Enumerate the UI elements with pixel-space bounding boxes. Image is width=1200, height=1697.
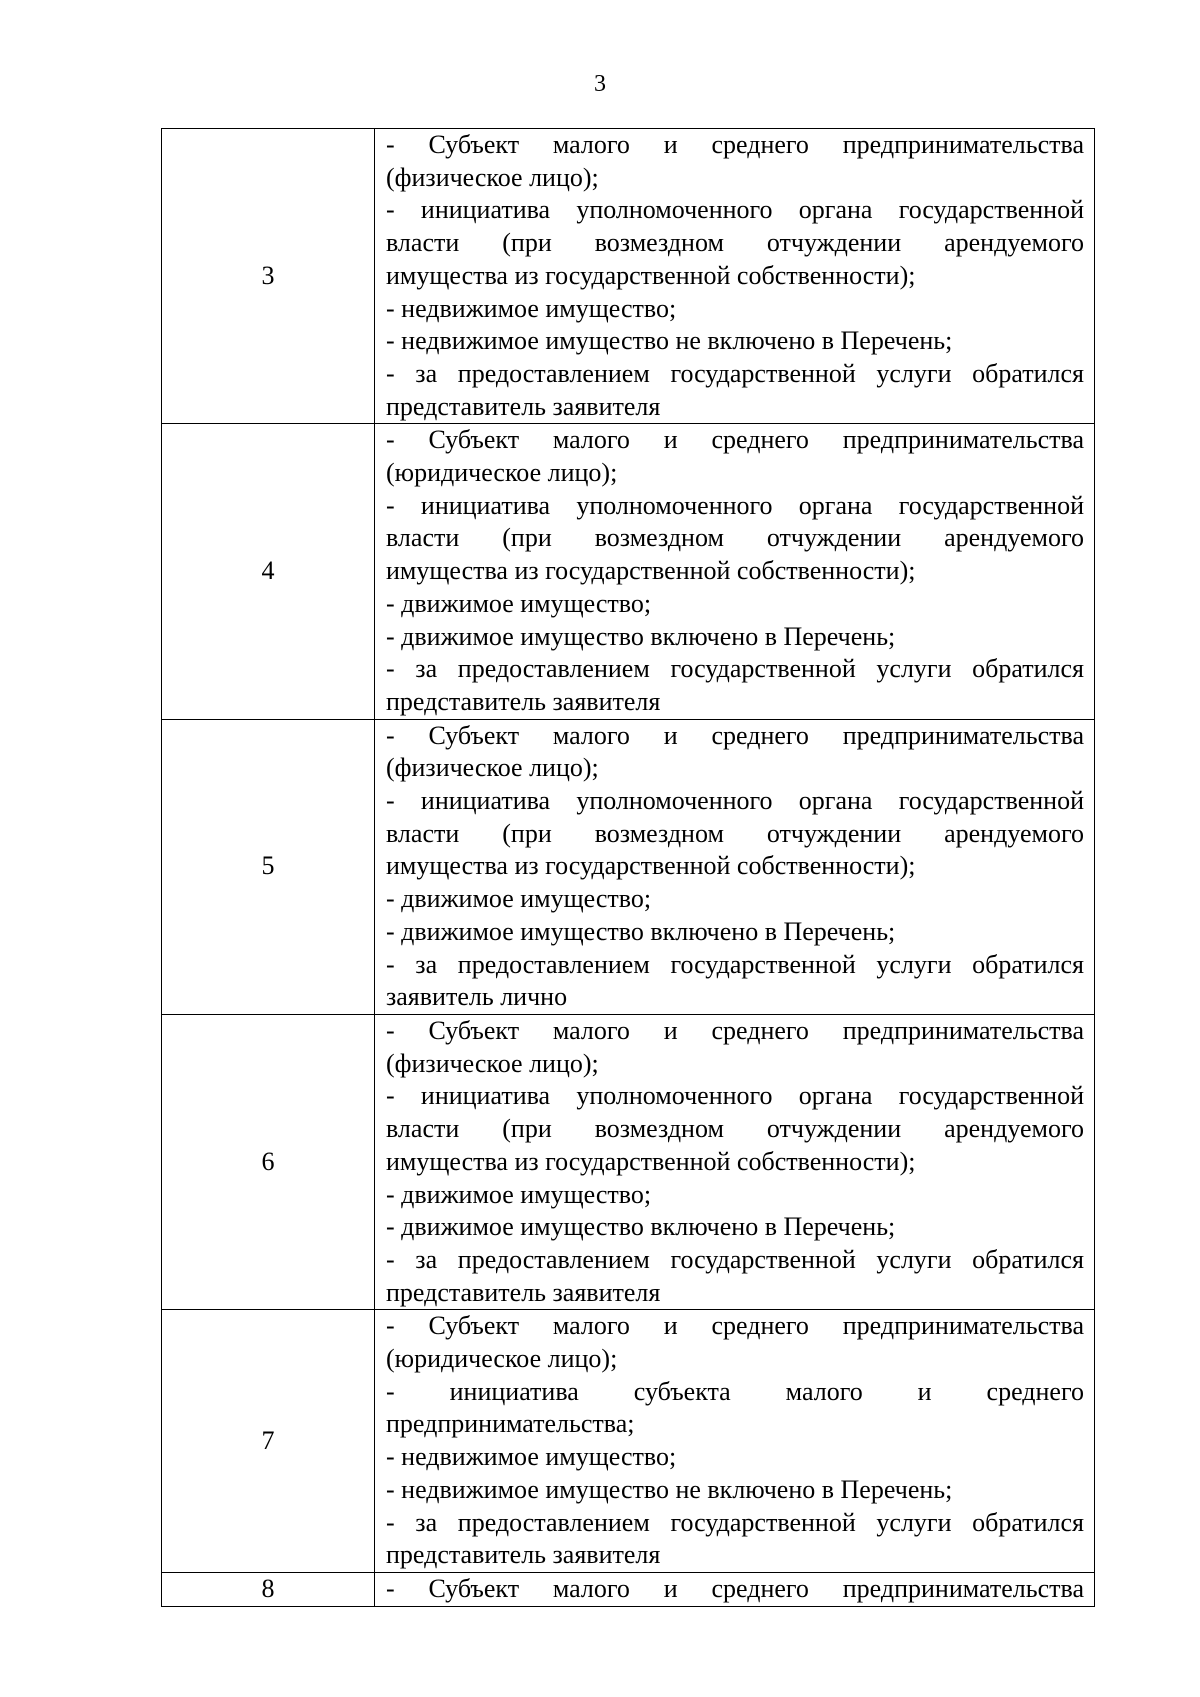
table-row (162, 1572, 1095, 1606)
description-line: - за предоставлением государственной услуги обратился (386, 1244, 1084, 1274)
variant-description-cell (375, 424, 1095, 719)
variant-number-cell: 5 (162, 719, 375, 1014)
description-line: - за предоставлением государственной услуги обратился (386, 949, 1084, 979)
description-line: - движимое имущество; (386, 588, 652, 618)
table-row (162, 719, 1095, 1014)
description-line: - инициатива субъекта малого и среднего (386, 1376, 1084, 1406)
description-line: - Субъект малого и среднего предпринимательства (386, 1573, 1084, 1603)
variant-description-cell (375, 129, 1095, 424)
description-line: - недвижимое имущество; (386, 1442, 677, 1472)
description-line: власти (при возмездном отчуждении арендуемого (386, 818, 1084, 848)
table-row (162, 1014, 1095, 1309)
table-row (162, 129, 1095, 424)
description-line: представитель заявителя (386, 391, 661, 421)
description-line: предпринимательства; (386, 1409, 635, 1439)
table-row (162, 424, 1095, 719)
description-line: - движимое имущество включено в Перечень; (386, 621, 896, 651)
description-line: (физическое лицо); (386, 162, 599, 192)
description-line: - движимое имущество; (386, 1179, 652, 1209)
variant-number-cell: 8 (162, 1572, 375, 1606)
page-number: 3 (594, 71, 606, 97)
description-line: имущества из государственной собственности); (386, 260, 916, 290)
description-line: (физическое лицо); (386, 753, 599, 783)
variant-number-cell: 3 (162, 129, 375, 424)
variants-table-body (162, 129, 1095, 1607)
description-line: - инициатива уполномоченного органа государственной (386, 1081, 1084, 1111)
description-line: имущества из государственной собственности); (386, 851, 916, 881)
description-line: - Субъект малого и среднего предпринимательства (386, 425, 1084, 455)
description-line: - инициатива уполномоченного органа государственной (386, 195, 1084, 225)
variant-description-cell (375, 1014, 1095, 1309)
variant-description-cell (375, 719, 1095, 1014)
description-line: власти (при возмездном отчуждении арендуемого (386, 228, 1084, 258)
description-line: - инициатива уполномоченного органа государственной (386, 490, 1084, 520)
variants-table (161, 128, 1095, 1607)
description-line: (физическое лицо); (386, 1048, 599, 1078)
description-line: представитель заявителя (386, 686, 661, 716)
variant-number-cell: 6 (162, 1014, 375, 1309)
description-line: власти (при возмездном отчуждении арендуемого (386, 523, 1084, 553)
table-row (162, 1310, 1095, 1573)
description-line: - движимое имущество включено в Перечень; (386, 1212, 896, 1242)
description-line: - недвижимое имущество не включено в Перечень; (386, 1474, 953, 1504)
description-line: власти (при возмездном отчуждении арендуемого (386, 1114, 1084, 1144)
description-line: - инициатива уполномоченного органа государственной (386, 786, 1084, 816)
description-line: имущества из государственной собственности); (386, 1146, 916, 1176)
description-line: (юридическое лицо); (386, 458, 618, 488)
description-line: имущества из государственной собственности); (386, 556, 916, 586)
description-line: - Субъект малого и среднего предпринимательства (386, 130, 1084, 159)
description-line: заявитель лично (386, 982, 568, 1012)
description-line: - за предоставлением государственной услуги обратился (386, 358, 1084, 388)
description-line: - движимое имущество включено в Перечень; (386, 916, 896, 946)
variant-number-cell: 7 (162, 1310, 375, 1573)
description-line: представитель заявителя (386, 1540, 661, 1570)
variant-description-cell (375, 1310, 1095, 1573)
description-line: - Субъект малого и среднего предпринимательства (386, 720, 1084, 750)
description-line: (юридическое лицо); (386, 1344, 618, 1374)
description-line: - недвижимое имущество не включено в Перечень; (386, 326, 953, 356)
description-line: - движимое имущество; (386, 884, 652, 914)
description-line: - за предоставлением государственной услуги обратился (386, 1507, 1084, 1537)
description-line: - Субъект малого и среднего предпринимательства (386, 1015, 1084, 1045)
description-line: - недвижимое имущество; (386, 293, 677, 323)
variant-number-cell: 4 (162, 424, 375, 719)
description-line: - Субъект малого и среднего предпринимательства (386, 1311, 1084, 1341)
description-line: представитель заявителя (386, 1277, 661, 1307)
variant-description-cell (375, 1572, 1095, 1606)
description-line: - за предоставлением государственной услуги обратился (386, 654, 1084, 684)
